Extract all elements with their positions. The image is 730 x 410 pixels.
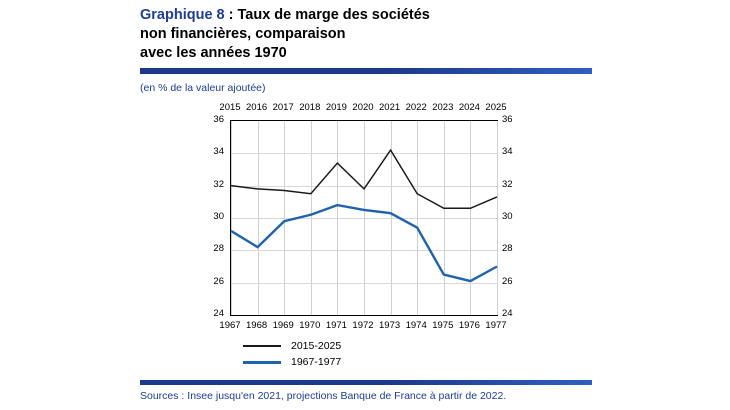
x-tick-bottom: 1974 [405,320,427,331]
title-line1-rest: : Taux de marge des sociétés [224,7,430,23]
title-line2: non financières, comparaison [140,26,346,42]
y-tick-left: 34 [213,146,224,158]
x-tick-bottom: 1967 [219,320,241,331]
sources-divider [140,380,592,385]
chart-legend [243,338,453,370]
x-tick-bottom: 1968 [246,320,268,331]
chart-area [196,98,536,334]
x-tick-top: 2018 [299,102,321,113]
legend-label-1967-1977: 1967-1977 [291,356,342,368]
x-tick-top: 2022 [405,102,427,113]
x-tick-top: 2023 [432,102,454,113]
x-tick-bottom: 1970 [299,320,321,331]
y-tick-right: 36 [502,114,513,125]
y-tick-right: 32 [502,178,513,190]
x-tick-bottom: 1971 [325,320,347,331]
y-tick-right: 28 [502,243,513,255]
page-title [140,6,610,63]
title-line3: avec les années 1970 [140,45,287,61]
x-tick-top: 2019 [325,102,347,113]
sources-note: Sources : Insee jusqu'en 2021, projections Banque de France à partir de 2022. [140,390,507,402]
plot-frame [230,120,498,316]
legend-swatch-1967-1977 [243,361,281,364]
x-tick-top: 2024 [458,102,480,113]
series-line-1967-1977 [231,205,497,281]
x-tick-bottom: 1969 [272,320,294,331]
y-tick-right: 30 [502,211,513,222]
x-tick-bottom: 1972 [352,320,374,331]
y-tick-right: 24 [502,308,513,319]
y-tick-left: 28 [213,243,224,255]
x-tick-top: 2020 [352,102,374,113]
x-tick-top: 2017 [272,102,294,113]
legend-swatch-2015-2025 [243,345,281,347]
legend-label-2015-2025: 2015-2025 [291,340,342,352]
x-tick-top: 2016 [246,102,268,113]
x-tick-top: 2025 [485,102,507,113]
gridline-vertical [497,121,498,315]
x-tick-bottom: 1976 [458,320,480,331]
series-lines [231,121,497,315]
unit-note: (en % de la valeur ajoutée) [140,82,266,94]
figure-label: Graphique 8 [140,7,225,23]
x-tick-top: 2015 [219,102,241,113]
x-tick-top: 2021 [379,102,401,113]
y-tick-left: 32 [213,178,224,190]
y-tick-right: 34 [502,146,513,158]
series-line-2015-2025 [231,150,497,208]
legend-item-0 [243,338,453,354]
y-tick-right: 26 [502,275,513,287]
x-tick-bottom: 1977 [485,320,507,331]
y-tick-left: 30 [213,211,224,222]
y-tick-left: 26 [213,275,224,287]
y-tick-left: 36 [213,114,224,125]
x-tick-bottom: 1975 [432,320,454,331]
x-tick-bottom: 1973 [379,320,401,331]
y-tick-left: 24 [213,308,224,319]
legend-item-1 [243,354,453,370]
title-divider [140,68,592,74]
